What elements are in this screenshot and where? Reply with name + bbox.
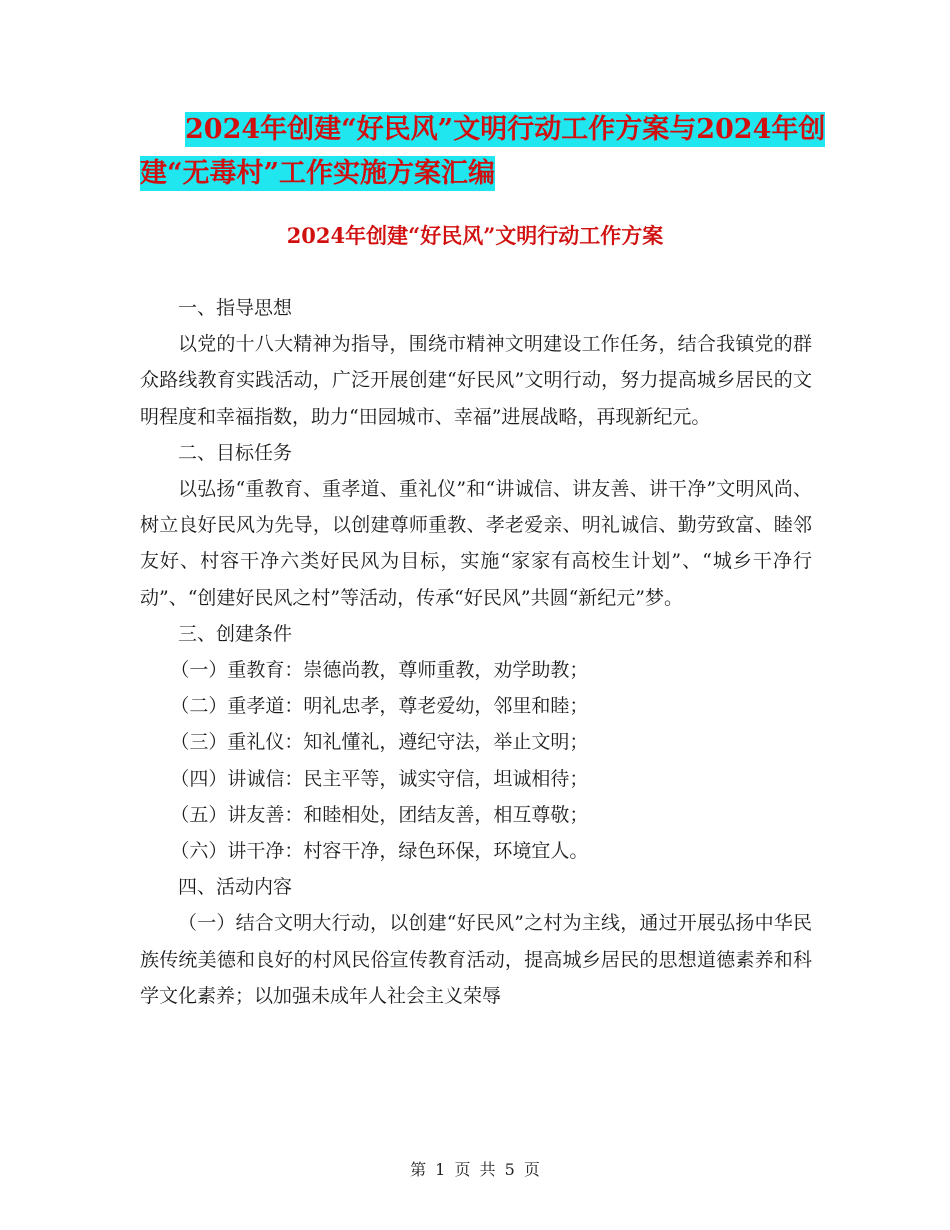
page-number-footer: 第 1 页 共 5 页 (410, 1160, 540, 1179)
section-paragraph-2: 以弘扬“重教育、重孝道、重礼仪”和“讲诚信、讲友善、讲干净”文明风尚、树立良好民风为先导，以创建尊师重教、孝老爱亲、明礼诚信、勤劳致富、睦邻友好、村容干净六类好民风为目标，实施“家家有高校生计划”、“城乡干净行动”、“创建好民风之村”等活动，传承“好民风”共圆“新纪元”梦。 (140, 478, 812, 609)
section-paragraph-4: （一）结合文明大行动，以创建“好民风”之村为主线，通过开展弘扬中华民族传统美德和良好的村风民俗宣传教育活动，提高城乡居民的思想道德素养和科学文化素养；以加强未成年人社会主义荣辱 (140, 912, 812, 1007)
main-title-line2: 建“无毒村”工作实施方案汇编 (140, 158, 496, 189)
document-body (140, 290, 812, 1014)
condition-item-6: （六）讲干净：村容干净，绿色环保，环境宜人。 (170, 840, 589, 863)
section-heading-3: 三、创建条件 (178, 622, 293, 645)
main-title-line1: 2024年创建“好民风”文明行动工作方案与2024年创 (185, 114, 826, 145)
sub-title: 2024年创建“好民风”文明行动工作方案 (286, 223, 664, 248)
section-heading-2: 二、目标任务 (178, 441, 293, 464)
condition-item-1: （一）重教育：崇德尚教，尊师重教，劝学助教； (170, 659, 589, 682)
section-paragraph-1: 以党的十八大精神为指导，围绕市精神文明建设工作任务，结合我镇党的群众路线教育实践活动，广泛开展创建“好民风”文明行动，努力提高城乡居民的文明程度和幸福指数，助力“田园城市、幸福”进展战略，再现新纪元。 (140, 333, 812, 428)
condition-item-2: （二）重孝道：明礼忠孝，尊老爱幼，邻里和睦； (170, 695, 589, 718)
section-heading-4: 四、活动内容 (178, 876, 293, 899)
condition-item-4: （四）讲诚信：民主平等，诚实守信，坦诚相待； (170, 767, 589, 790)
condition-item-3: （三）重礼仪：知礼懂礼，遵纪守法，举止文明； (170, 731, 589, 754)
condition-item-5: （五）讲友善：和睦相处，团结友善，相互尊敬； (170, 803, 589, 826)
main-title (140, 108, 826, 196)
section-heading-1: 一、指导思想 (178, 297, 293, 319)
